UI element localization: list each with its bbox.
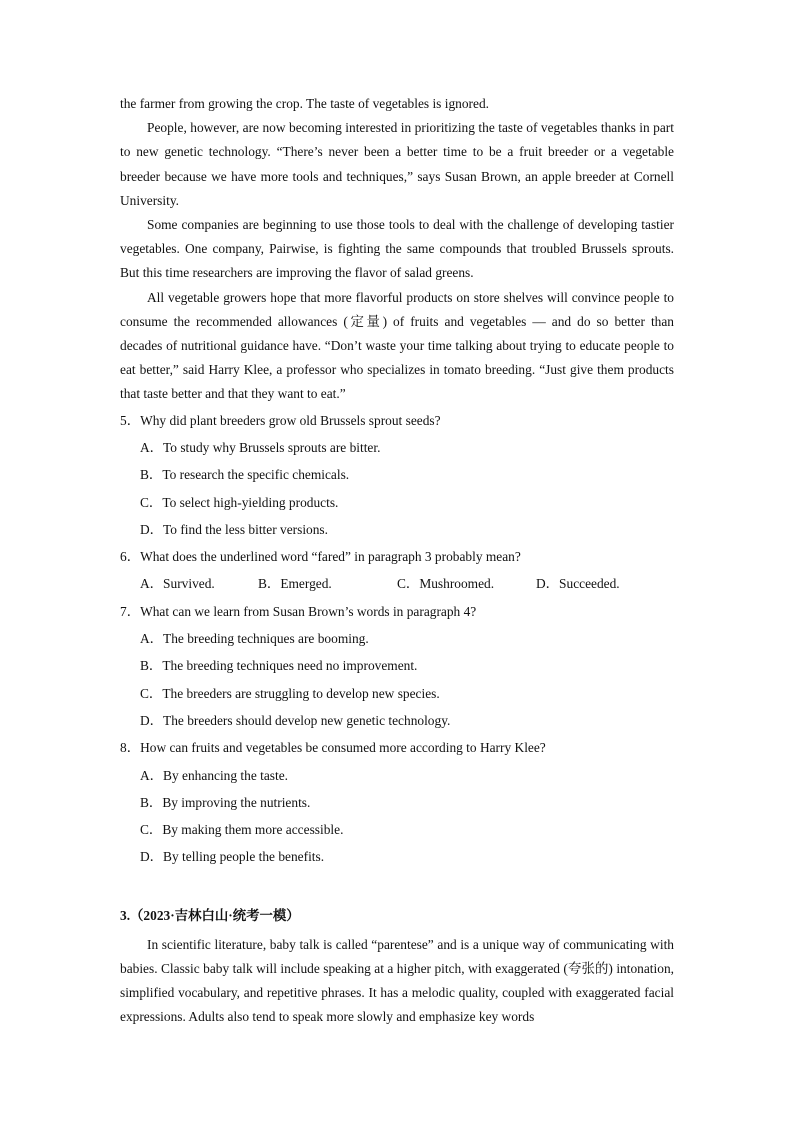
option-a: A．The breeding techniques are booming. <box>140 631 369 647</box>
question-stem: 8．How can fruits and vegetables be consumed more according to Harry Klee? <box>120 740 546 756</box>
question-7 <box>120 598 674 734</box>
option-d: D．By telling people the benefits. <box>140 849 325 865</box>
question-stem: 7．What can we learn from Susan Brown’s words in paragraph 4? <box>120 603 477 619</box>
option-b: B．To research the specific chemicals. <box>140 467 350 483</box>
option-d: D．To find the less bitter versions. <box>140 521 328 537</box>
option-c: C．The breeders are struggling to develop new species. <box>140 685 440 701</box>
option-a: A．Survived. <box>140 576 215 592</box>
option-c: C．By making them more accessible. <box>140 822 344 838</box>
option-b: B．By improving the nutrients. <box>140 794 311 810</box>
option-d: D．The breeders should develop new genetic technology. <box>140 712 451 728</box>
section-3-paragraph: In scientific literature, baby talk is called “parentese” and is a unique way of communicating with babies. Classic baby talk will include speaking at a higher pitch, with exaggerated (夸张的) intonation, simplified vocabulary, and repetitive phrases. It has a melodic quality, coupled with exaggerated facial expressions. Adults also tend to speak more slowly and emphasize key words <box>120 936 674 1025</box>
passage-paragraph-5: Some companies are beginning to use those tools to deal with the challenge of developing tastier vegetables. One company, Pairwise, is fighting the same compounds that troubled Brussels sprouts. But this time researchers are improving the flavor of salad greens. <box>120 217 674 281</box>
question-6 <box>120 543 674 598</box>
passage-paragraph-6: All vegetable growers hope that more flavorful products on store shelves will convince people to consume the recommended allowances (定量) of fruits and vegetables — and do so better than decades of nutritional guidance have. “Don’t waste your time talking about trying to educate people to eat better,” said Harry Klee, a professor who specializes in tomato breeding. “Just give them products that taste better and that they want to eat.” <box>120 289 674 402</box>
option-a: A．To study why Brussels sprouts are bitter. <box>140 439 381 455</box>
passage-paragraph-continued: the farmer from growing the crop. The taste of vegetables is ignored. <box>120 96 489 111</box>
option-b: B．The breeding techniques need no improvement. <box>140 658 418 674</box>
options-row <box>120 570 674 597</box>
section-3-heading: 3.（2023·吉林白山·统考一模） <box>120 907 300 923</box>
option-b: B．Emerged. <box>258 576 332 592</box>
option-d: D．Succeeded. <box>536 576 620 592</box>
option-c: C．Mushroomed. <box>397 576 495 592</box>
option-c: C．To select high-yielding products. <box>140 494 339 510</box>
question-stem: 6．What does the underlined word “fared” in paragraph 3 probably mean? <box>120 549 521 565</box>
page-content <box>120 92 674 1030</box>
option-a: A．By enhancing the taste. <box>140 767 289 783</box>
question-stem: 5．Why did plant breeders grow old Brussels sprout seeds? <box>120 412 441 428</box>
question-8 <box>120 734 674 870</box>
question-5 <box>120 407 674 543</box>
passage-paragraph-4: People, however, are now becoming interested in prioritizing the taste of vegetables thanks in part to new genetic technology. “There’s never been a better time to be a fruit breeder or a vegetable breeder because we have more tools and techniques,” says Susan Brown, an apple breeder at Cornell University. <box>120 120 674 208</box>
